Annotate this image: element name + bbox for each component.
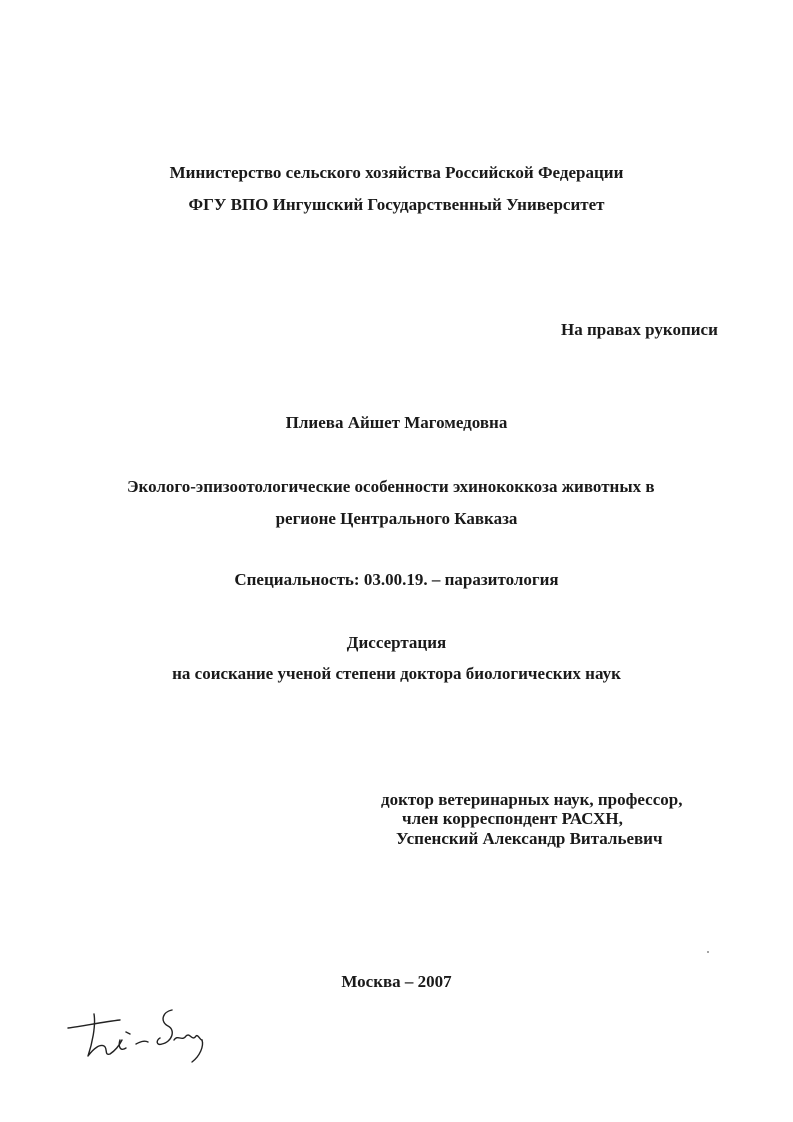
author-name: Плиева Айшет Магомедовна <box>285 413 508 432</box>
ministry-heading: Министерство сельского хозяйства Российской Федерации <box>169 163 624 182</box>
dissertation-label: Диссертация <box>346 633 447 652</box>
university-heading: ФГУ ВПО Ингушский Государственный Университет <box>188 195 605 214</box>
supervisor-membership: член корреспондент РАСХН, <box>402 809 623 828</box>
thesis-title-line-1: Эколого-эпизоотологические особенности эхинококкоза животных в <box>127 477 655 496</box>
degree-statement: на соискание ученой степени доктора биологических наук <box>172 664 621 683</box>
scan-speck <box>707 951 709 953</box>
specialty: Специальность: 03.00.19. – паразитология <box>234 570 559 589</box>
thesis-title-line-2: регионе Центрального Кавказа <box>275 509 518 528</box>
supervisor-degree: доктор ветеринарных наук, профессор, <box>381 790 683 809</box>
handwritten-signature-icon <box>64 1000 214 1080</box>
supervisor-name: Успенский Александр Витальевич <box>396 829 663 848</box>
manuscript-note: На правах рукописи <box>561 320 718 339</box>
city-year: Москва – 2007 <box>341 972 452 991</box>
